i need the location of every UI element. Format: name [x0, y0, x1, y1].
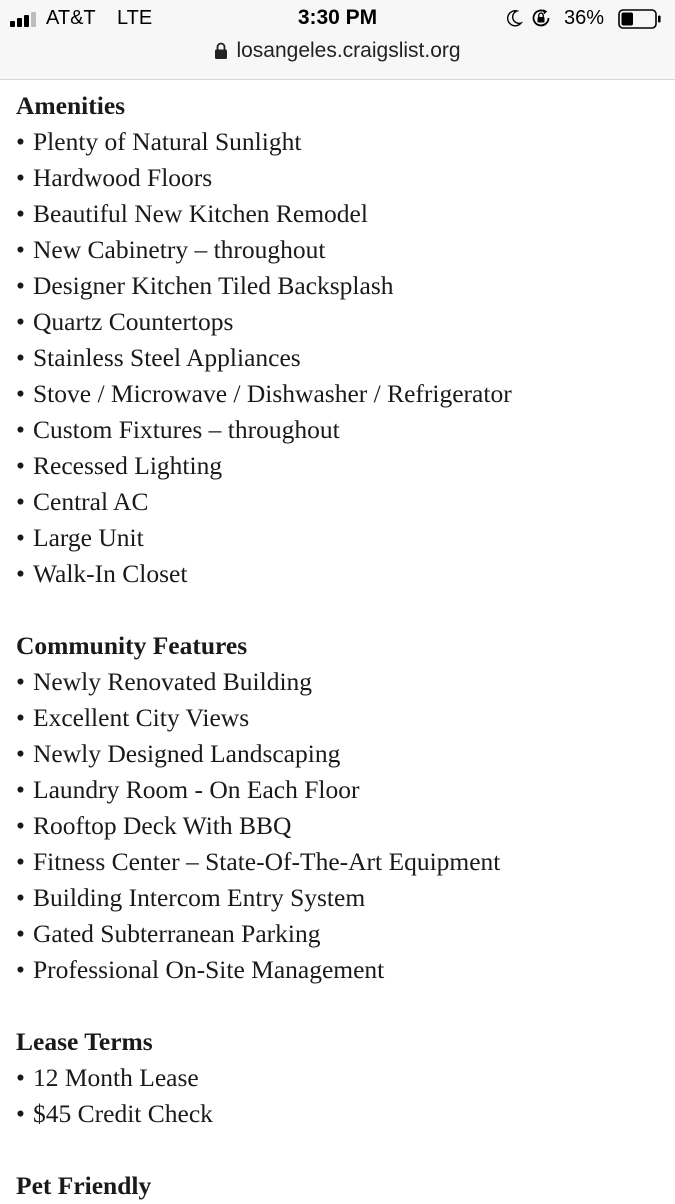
list-item-text: Stove / Microwave / Dishwasher / Refrigerator — [33, 379, 512, 408]
list-item-text: Building Intercom Entry System — [33, 883, 366, 912]
list-item — [16, 1060, 666, 1096]
section-pet-friendly — [16, 1168, 666, 1204]
bullet: • — [16, 667, 25, 696]
list-item — [16, 808, 666, 844]
list-item — [16, 736, 666, 772]
list-item-text: Newly Renovated Building — [33, 667, 313, 696]
list-item-text: Beautiful New Kitchen Remodel — [33, 199, 368, 228]
bullet: • — [16, 955, 25, 984]
list-item — [16, 880, 666, 916]
bullet: • — [16, 343, 25, 372]
list-item-text: Rooftop Deck With BBQ — [33, 811, 292, 840]
list-item-text: Recessed Lighting — [33, 451, 223, 480]
section-heading: Amenities — [16, 91, 126, 120]
list-item-text: Central AC — [33, 487, 149, 516]
bullet: • — [16, 523, 25, 552]
listing-body — [16, 88, 666, 1204]
list-item — [16, 556, 666, 592]
carrier-name: AT&T — [46, 7, 96, 29]
bullet: • — [16, 739, 25, 768]
bullet: • — [16, 775, 25, 804]
list-item — [16, 196, 666, 232]
list-item-text: Walk-In Closet — [33, 559, 188, 588]
bullet: • — [16, 1099, 25, 1128]
moon-icon — [504, 8, 524, 28]
list-item — [16, 484, 666, 520]
bullet: • — [16, 487, 25, 516]
bullet: • — [16, 235, 25, 264]
bullet: • — [16, 199, 25, 228]
bullet: • — [16, 883, 25, 912]
list-item-text: Custom Fixtures – throughout — [33, 415, 340, 444]
list-item — [16, 160, 666, 196]
list-item — [16, 124, 666, 160]
battery-icon — [618, 9, 662, 29]
list-item-text: 12 Month Lease — [33, 1063, 199, 1092]
bullet: • — [16, 415, 25, 444]
list-item — [16, 520, 666, 556]
list-item-text: Large Unit — [33, 523, 144, 552]
section-lease-terms — [16, 1024, 666, 1132]
bullet: • — [16, 811, 25, 840]
list-item — [16, 232, 666, 268]
list-item — [16, 916, 666, 952]
bullet: • — [16, 703, 25, 732]
list-item — [16, 412, 666, 448]
list-item — [16, 664, 666, 700]
bullet: • — [16, 379, 25, 408]
list-item-text: Gated Subterranean Parking — [33, 919, 321, 948]
list-item-text: Hardwood Floors — [33, 163, 213, 192]
bullet: • — [16, 271, 25, 300]
list-item — [16, 304, 666, 340]
list-item-text: Professional On-Site Management — [33, 955, 385, 984]
list-item-text: Stainless Steel Appliances — [33, 343, 301, 372]
list-item — [16, 376, 666, 412]
section-heading: Pet Friendly — [16, 1171, 152, 1200]
list-item-text: Quartz Countertops — [33, 307, 234, 336]
bullet: • — [16, 307, 25, 336]
battery-percent: 36% — [564, 7, 605, 29]
section-amenities — [16, 88, 666, 592]
list-item-text: Excellent City Views — [33, 703, 250, 732]
bullet: • — [16, 127, 25, 156]
clock: 3:30 PM — [297, 6, 378, 29]
list-item — [16, 844, 666, 880]
bullet: • — [16, 559, 25, 588]
address-bar[interactable] — [0, 34, 675, 68]
list-item — [16, 448, 666, 484]
bullet: • — [16, 847, 25, 876]
list-item — [16, 340, 666, 376]
lock-rotation-icon — [530, 7, 552, 29]
browser-header — [0, 0, 675, 80]
list-item — [16, 952, 666, 988]
list-item — [16, 772, 666, 808]
network-type: LTE — [117, 7, 153, 29]
bullet: • — [16, 163, 25, 192]
bullet: • — [16, 919, 25, 948]
padlock-icon — [214, 42, 228, 60]
list-item — [16, 268, 666, 304]
url-text: losangeles.craigslist.org — [236, 39, 461, 62]
bullet: • — [16, 1063, 25, 1092]
section-heading: Community Features — [16, 631, 248, 660]
list-item-text: Newly Designed Landscaping — [33, 739, 341, 768]
section-community-features — [16, 628, 666, 988]
list-item-text: Designer Kitchen Tiled Backsplash — [33, 271, 394, 300]
list-item-text: $45 Credit Check — [33, 1099, 213, 1128]
status-bar — [0, 0, 675, 38]
list-item — [16, 1096, 666, 1132]
section-heading: Lease Terms — [16, 1027, 153, 1056]
list-item-text: Fitness Center – State-Of-The-Art Equipment — [33, 847, 501, 876]
list-item-text: New Cabinetry – throughout — [33, 235, 326, 264]
list-item — [16, 700, 666, 736]
list-item-text: Plenty of Natural Sunlight — [33, 127, 302, 156]
list-item-text: Laundry Room - On Each Floor — [33, 775, 360, 804]
bullet: • — [16, 451, 25, 480]
